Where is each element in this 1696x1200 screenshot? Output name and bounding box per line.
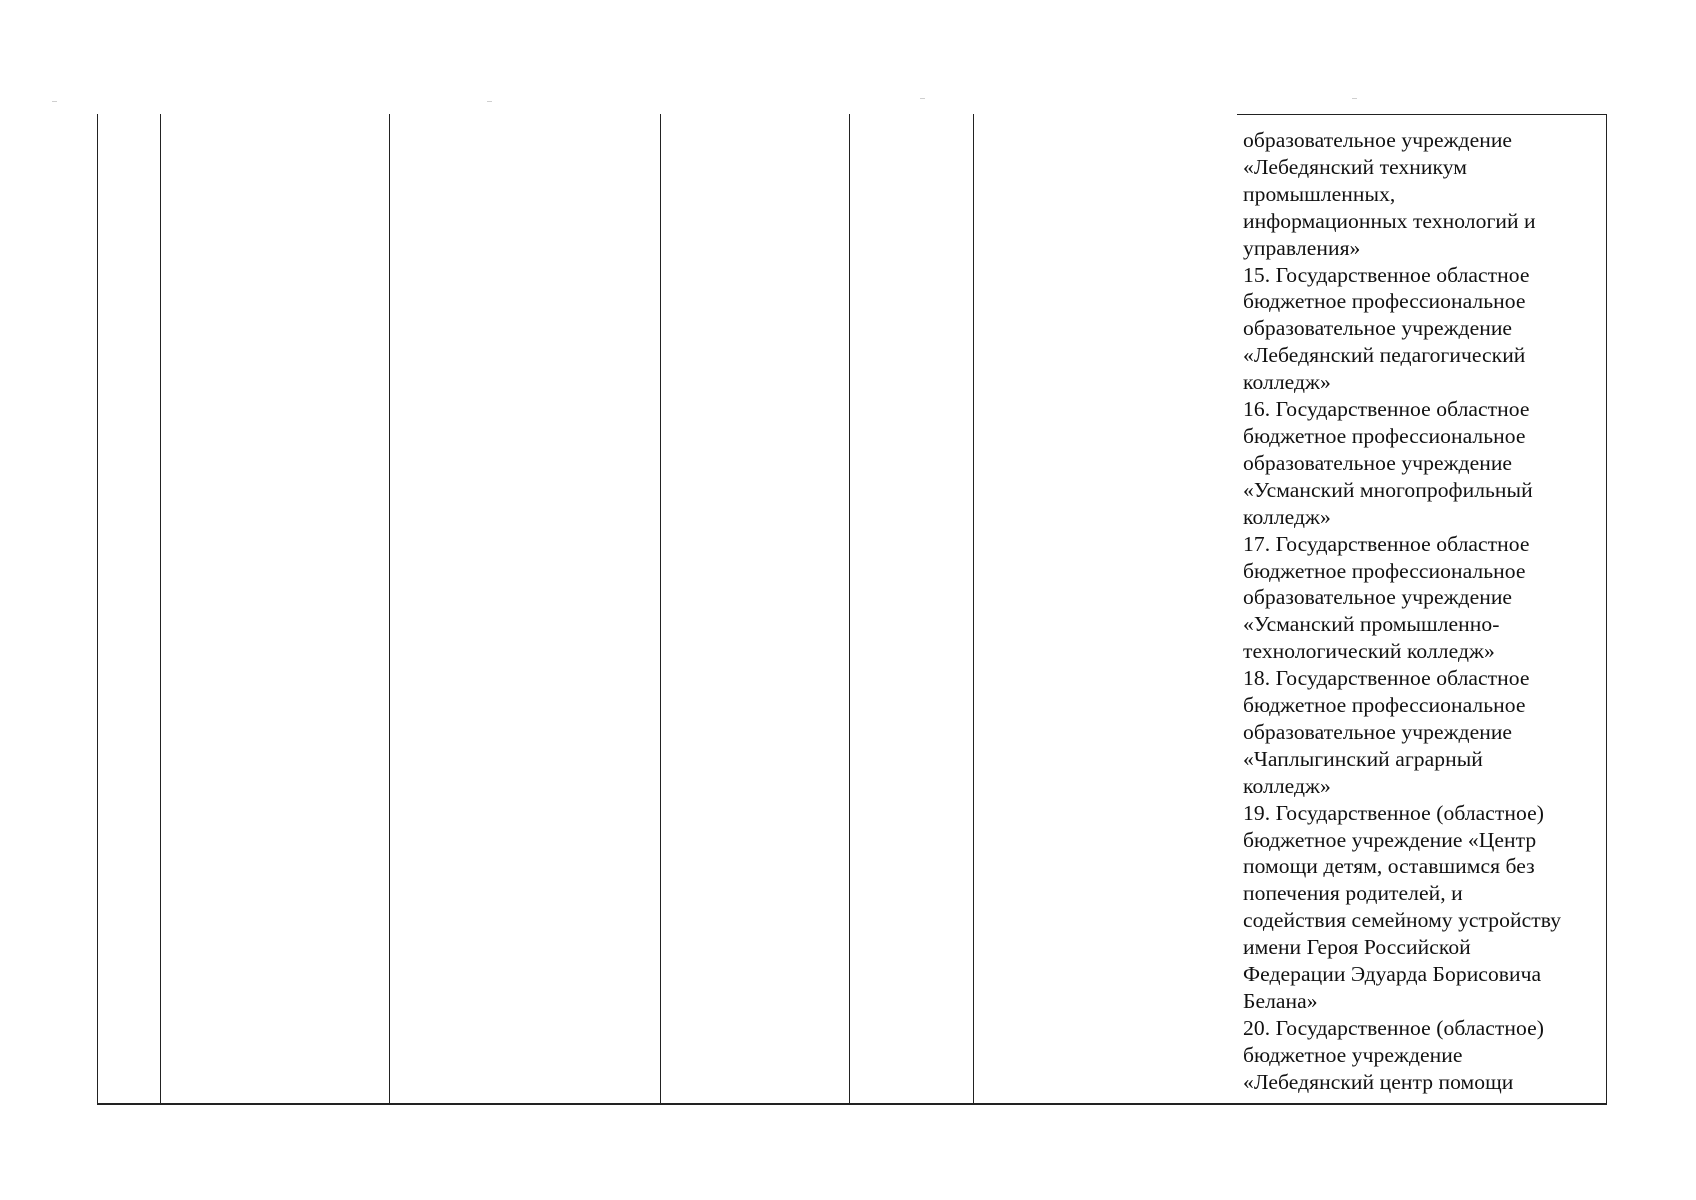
table-column-divider — [973, 114, 974, 1105]
table-bottom-border — [97, 1103, 1607, 1105]
table-column-divider — [389, 114, 390, 1105]
scan-speck — [920, 98, 925, 99]
table-column-divider — [160, 114, 161, 1105]
table — [97, 114, 1607, 1104]
scan-speck — [52, 101, 57, 102]
scan-speck — [487, 101, 492, 102]
table-column-divider — [660, 114, 661, 1105]
table-column-divider — [849, 114, 850, 1105]
organizations-list-text: образовательное учреждение «Лебедянский техникум промышленных, информационных технологий и управления» 15. Государственное областное бюджетное профессиональное образовательное учреждение «Лебедянский педагогический колледж» 16. Государственное областное бюджетное профессиональное образовательное учреждение «Усманский многопрофильный колледж» 17. Государственное областное бюджетное профессиональное образовательное учреждение «Усманский промышленно- технологический колледж» 18. Государственное областное бюджетное профессиональное образовательное учреждение «Чаплыгинский аграрный колледж» 19. Государственное (областное) бюджетное учреждение «Центр помощи детям, оставшимся без попечения родителей, и содействия семейному устройству имени Героя Российской Федерации Эдуарда Борисовича Белана» 20. Государственное (областное) бюджетное учреждение «Лебедянский центр помощи — [1243, 128, 1562, 1094]
table-column-divider — [97, 114, 98, 1105]
scan-speck — [1352, 98, 1357, 99]
table-cell-organizations — [1237, 114, 1607, 1103]
